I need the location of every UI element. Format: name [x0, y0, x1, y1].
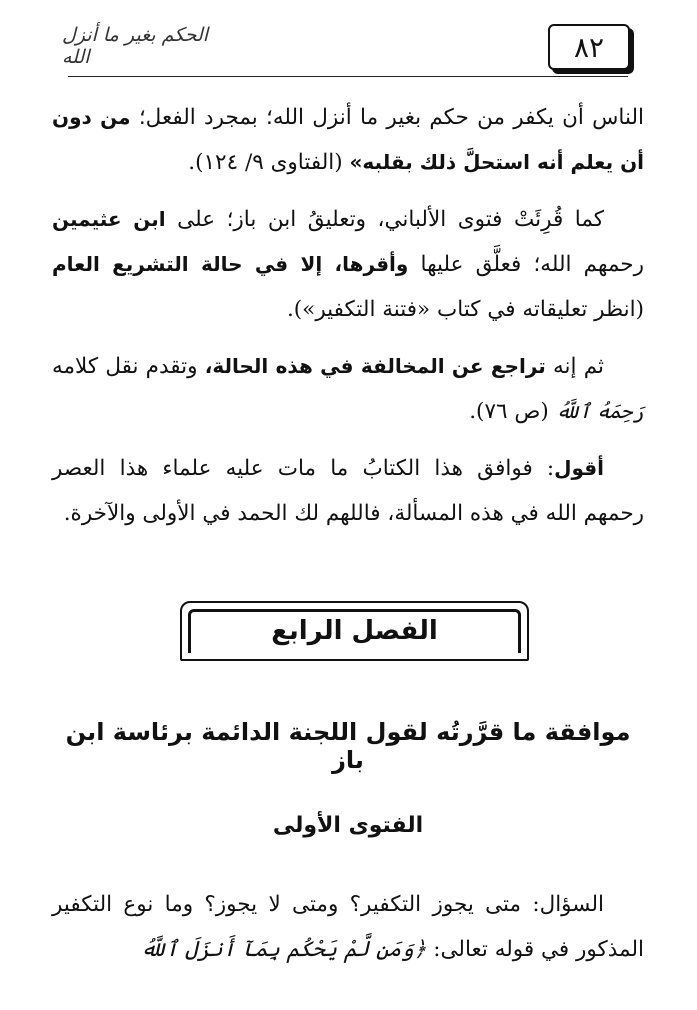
page-number-box [548, 24, 630, 70]
p3-text-2: وتقدم نقل كلامه [52, 354, 205, 379]
header-rule [68, 76, 628, 77]
p4-bold-1: أقول [554, 456, 604, 480]
p3-text-3: (ص ٧٦). [469, 399, 556, 424]
p2-text-1: كما قُرِئَتْ فتوى الألباني، وتعليقُ ابن باز؛ على [165, 207, 605, 232]
chapter-title-frame [180, 601, 529, 661]
p3-text-1: ثم إنه [545, 354, 604, 379]
p2-bold-1: ابن عثيمين [52, 207, 166, 231]
p1-text-2: (الفتاوى ٩/ ١٢٤). [188, 150, 350, 175]
paragraph-4 [52, 446, 644, 536]
chapter-title: الفصل الرابع [271, 616, 438, 646]
section-heading: موافقة ما قرَّرتُه لقول اللجنة الدائمة برئاسة ابن باز [65, 718, 631, 774]
fatwa-title: الفتوى الأولى [272, 813, 424, 838]
paragraph-2 [52, 197, 644, 332]
page-number: ٨٢ [573, 30, 605, 64]
p2-text-2: رحمهم الله؛ فعلَّق عليها [408, 252, 644, 277]
question-paragraph [52, 882, 644, 972]
paragraph-3 [52, 344, 644, 434]
body-text [52, 95, 644, 548]
p1-bold-1: من دون أن يعلم أنه استحلَّ ذلك بقلبه» [52, 105, 644, 174]
p4-text-1: : فوافق هذا الكتابُ ما مات عليه علماء هذا العصر رحمهم الله في هذه المسألة، فاللهم لك الحمد في الأولى والآخرة. [52, 456, 644, 526]
p2-text-3: (انظر تعليقاته في كتاب «فتنة التكفير»). [286, 297, 644, 322]
running-head-calligraphy: الحكم بغير ما أنزل الله [62, 24, 209, 68]
paragraph-1 [52, 95, 644, 185]
question-text: السؤال: متى يجوز التكفير؟ ومتى لا يجوز؟ وما نوع التكفير المذكور في قوله تعالى: [52, 892, 644, 962]
quran-verse: ﴿وَمَن لَّمْ يَحْكُم بِمَآ أَنزَلَ ٱللَّهُ [140, 937, 427, 962]
p2-bold-2: وأقرها، إلا في حالة التشريع العام [52, 252, 409, 276]
honorific-phrase: رَحِمَهُ ٱللَّهُ [555, 399, 644, 423]
p3-bold-1: تراجع عن المخالفة في هذه الحالة، [204, 354, 546, 378]
p1-text-1: الناس أن يكفر من حكم بغير ما أنزل الله؛ بمجرد الفعل؛ [130, 105, 644, 130]
